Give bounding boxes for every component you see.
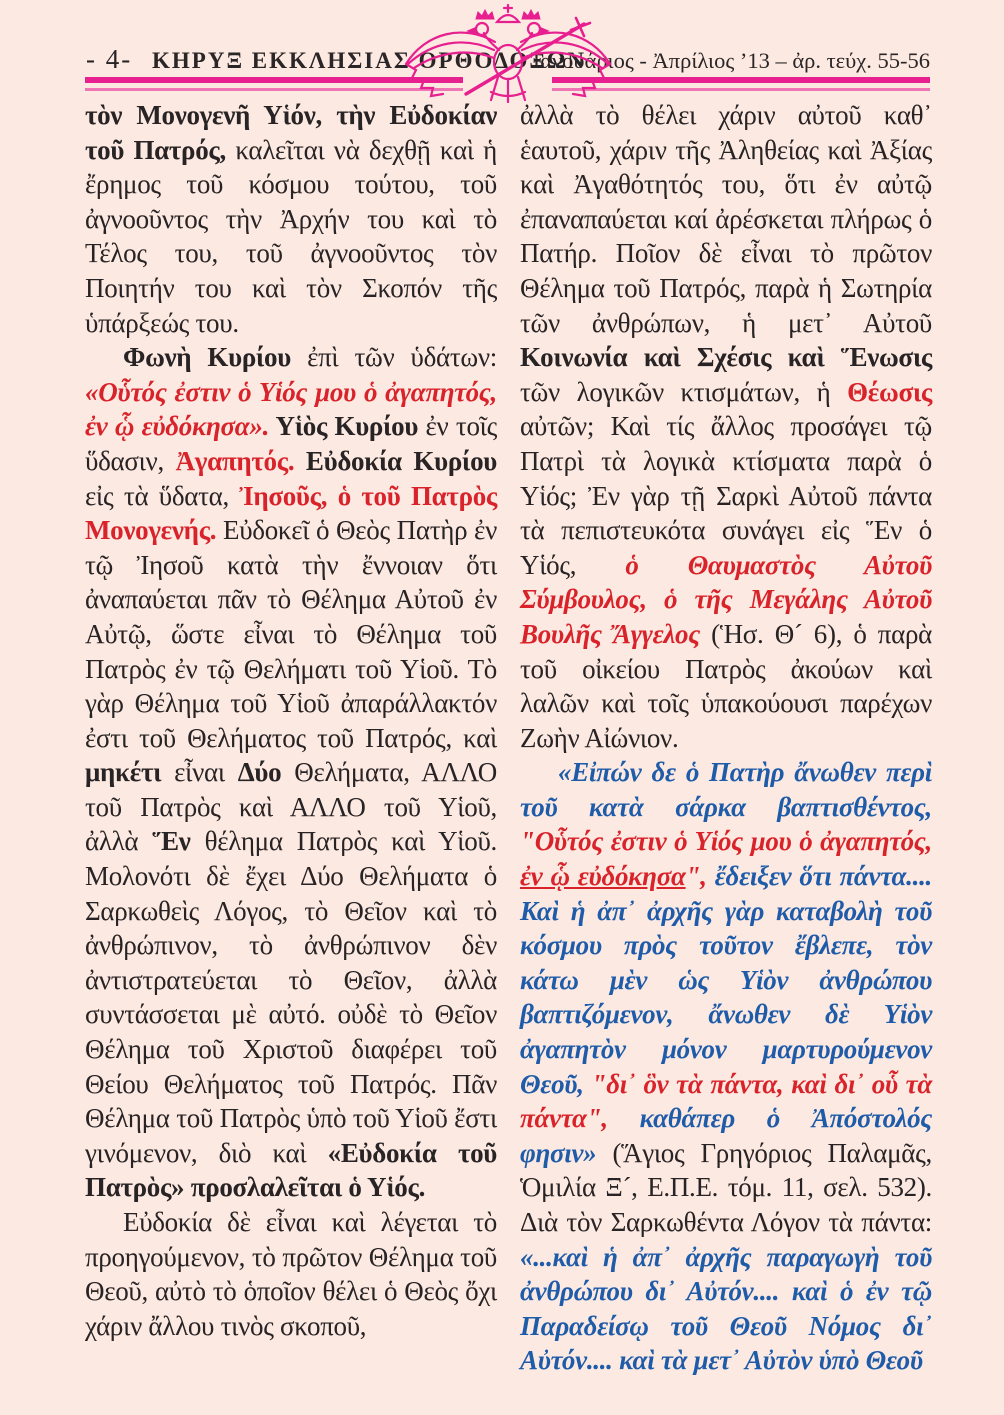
paragraph: ἀλλὰ τὸ θέλει χάριν αὐτοῦ καθ᾽ ἑαυτοῦ, χάριν τῆς Ἀληθείας καὶ Ἀξίας καὶ Ἀγαθότητός του, ὅτι ἐν αὐτῷ ἐπαναπαύεται καί ἀρέσκεται πλήρως ὁ Πατήρ. Ποῖον δὲ εἶναι τὸ πρῶτον Θέλημα τοῦ Πατρός, παρὰ ἡ Σωτηρία τῶν ἀνθρώπων, ἡ μετ᾽ Αὐτοῦ Κοινωνία καὶ Σχέσις καὶ Ἕνωσις τῶν λογικῶν κτισμάτων, ἡ Θέωσις αὐτῶν; Καὶ τίς ἄλλος προσάγει τῷ Πατρὶ τὰ λογικὰ κτίσματα παρὰ ὁ Υἱός; Ἐν γὰρ τῇ Σαρκὶ Αὐτοῦ πάντα τὰ πεπιστευκότα συνάγει εἰς Ἕν ὁ Υἱός, ὁ Θαυμαστὸς Αὐτοῦ Σύμβουλος, ὁ τῆς Μεγάλης Αὐτοῦ Βουλῆς Ἄγγελος (Ἡσ. Θ´ 6), ὁ παρὰ τοῦ οἰκείου Πατρὸς ἀκούων καὶ λαλῶν καὶ τοῖς ὑπακούουσι παρέχων Ζωὴν Αἰώνιον. (520, 100, 933, 753)
issue-info: Ἰανουάριος - Ἀπρίλιος ’13 – ἀρ. τεύχ. 55-56 (529, 48, 930, 73)
page-number: - 4- (86, 44, 133, 74)
paragraph: Φωνὴ Κυρίου ἐπὶ τῶν ὑδάτων: «Οὗτός ἐστιν ὁ Υἱός μου ὁ ἀγαπητός, ἐν ᾧ εὐδόκησα». Υἱὸς Κυρίου ἐν τοῖς ὕδασιν, Ἀγαπητός. Εὐδοκία Κυρίου εἰς τὰ ὕδατα, Ἰησοῦς, ὁ τοῦ Πατρὸς Μονογενής. Εὐδοκεῖ ὁ Θεὸς Πατὴρ ἐν τῷ Ἰησοῦ κατὰ τὴν ἔννοιαν ὅτι ἀναπαύεται πᾶν τὸ Θέλημα Αὐτοῦ ἐν Αὐτῷ, ὥστε εἶναι τὸ Θέλημα τοῦ Πατρὸς ἐν τῷ Θελήματι τοῦ Υἱοῦ. Τὸ γὰρ Θέλημα τοῦ Υἱοῦ ἀπαράλλακτόν ἐστι τοῦ Θελήματος τοῦ Πατρός, καὶ μηκέτι εἶναι Δύο Θελήματα, ΑΛΛΟ τοῦ Πατρὸς καὶ ΑΛΛΟ τοῦ Υἱοῦ, ἀλλὰ Ἕν θέλημα Πατρὸς καὶ Υἱοῦ. Μολονότι δὲ ἔχει Δύο Θελήματα ὁ Σαρκωθεὶς Λόγος, τὸ Θεῖον καὶ τὸ ἀνθρώπινον, τὸ ἀνθρώπινον δὲν ἀντιστρατεύεται τὸ Θεῖον, ἀλλὰ συντάσσεται μὲ αὐτό. οὐδὲ τὸ Θεῖον Θέλημα τοῦ Χριστοῦ διαφέρει τοῦ Θείου Θελήματος τοῦ Πατρός. Πᾶν Θέλημα τοῦ Πατρὸς ὑπὸ τοῦ Υἱοῦ ἔστι γινόμενον, διὸ καὶ «Εὐδοκία τοῦ Πατρὸς» προσλαλεῖται ὁ Υἱός. (85, 342, 498, 1203)
masthead-title: ΚΗΡΥΞ ΕΚΚΛΗΣΙΑΣ ΟΡΘΟΔΟΞΩΝ (152, 48, 586, 73)
text-column-right (520, 98, 932, 1378)
text-column-left (85, 98, 497, 1378)
paragraph: «Εἰπών δε ὁ Πατὴρ ἄνωθεν περὶ τοῦ κατὰ σάρκα βαπτισθέντος, "Οὗτός ἐστιν ὁ Υἱός μου ὁ ἀγαπητός, ἐν ᾧ εὐδόκησα", ἔδειξεν ὅτι πάντα.... Καὶ ἡ ἀπ᾽ ἀρχῆς γὰρ καταβολὴ τοῦ κόσμου πρὸς τοῦτον ἔβλεπε, τὸν κάτω μὲν ὡς Υἱὸν ἀνθρώπου βαπτιζόμενον, ἄνωθεν δὲ Υἱὸν ἀγαπητὸν μόνον μαρτυρούμενον Θεοῦ, "δι᾽ ὃν τὰ πάντα, καὶ δι᾽ οὗ τὰ πάντα", καθάπερ ὁ Ἀπόστολός φησιν» (Ἅγιος Γρηγόριος Παλαμᾶς, Ὁμιλία Ξ´, Ε.Π.Ε. τόμ. 11, σελ. 532). Διὰ τὸν Σαρκωθέντα Λόγον τὰ πάντα: «...καὶ ἡ ἀπ᾽ ἀρχῆς παραγωγὴ τοῦ ἀνθρώπου δι᾽ Αὐτόν.... καὶ ὁ ἐν τῷ Παραδείσῳ τοῦ Θεοῦ Νόμος δι᾽ Αὐτόν.... καὶ τὰ μετ᾽ Αὐτὸν ὑπὸ Θεοῦ (520, 757, 933, 1376)
page-body (85, 98, 932, 1378)
double-headed-eagle-icon (398, 4, 618, 106)
paragraph: Εὐδοκία δὲ εἶναι καὶ λέγεται τὸ προηγούμενον, τὸ πρῶτον Θέλημα τοῦ Θεοῦ, αὐτὸ τὸ ὁποῖον θέλει ὁ Θεὸς ὄχι χάριν ἄλλου τινὸς σκοποῦ, (85, 1207, 497, 1341)
paragraph: τὸν Μονογενῆ Υἱόν, τὴν Εὐδοκίαν τοῦ Πατρός, καλεῖται νὰ δεχθῇ καὶ ἡ ἔρημος τοῦ κόσμου τούτου, τοῦ ἀγνοοῦντος τὴν Ἀρχήν του καὶ τὸ Τέλος του, τοῦ ἀγνοοῦντος τὸν Ποιητήν του καὶ τὸν Σκοπόν τῆς ὑπάρξεώς του. (85, 100, 497, 338)
